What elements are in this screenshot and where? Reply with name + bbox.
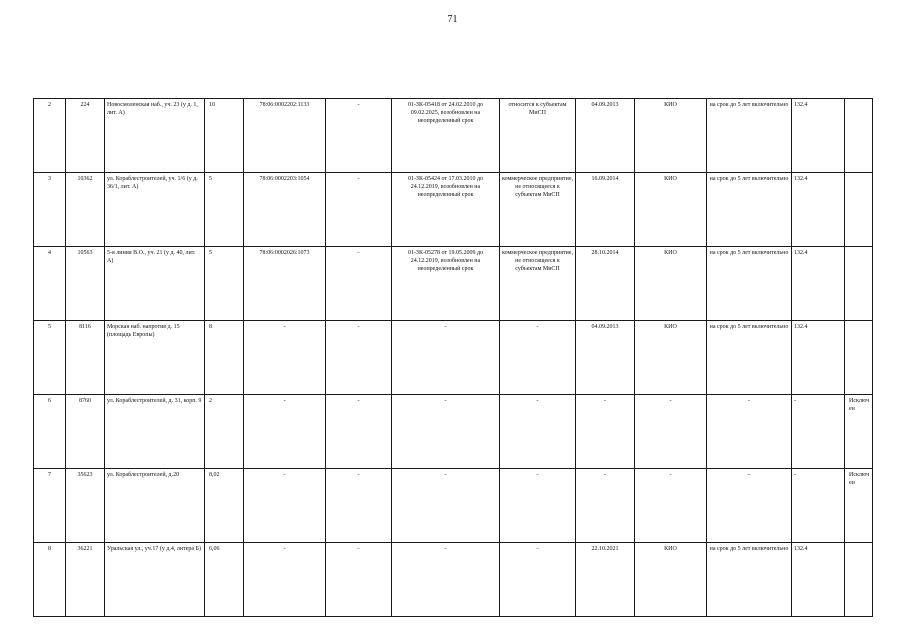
cell-date: 22.10.2021	[576, 543, 635, 617]
cell-term: –	[707, 469, 792, 543]
cell-code: 132.4	[792, 543, 845, 617]
cell-term: на срок до 5 лет включительно	[707, 247, 792, 321]
cell-c5: -	[326, 395, 392, 469]
table-body	[34, 99, 873, 617]
cell-org: КИО	[635, 321, 707, 395]
cell-status	[845, 247, 873, 321]
cell-category: коммерческое предприятие, не относящееся к субъектам МиСП	[500, 173, 576, 247]
cell-org: КИО	[635, 247, 707, 321]
cell-date: 28.10.2014	[576, 247, 635, 321]
cell-lease: -	[392, 543, 500, 617]
cell-area: 8	[205, 321, 244, 395]
cell-term: на срок до 5 лет включительно	[707, 321, 792, 395]
table-row	[34, 99, 873, 173]
table-row	[34, 321, 873, 395]
cell-org: КИО	[635, 543, 707, 617]
cell-lease: -	[392, 321, 500, 395]
cell-code: 132.4	[792, 99, 845, 173]
cell-org: КИО	[635, 99, 707, 173]
cell-address: Новосмоленская наб., уч. 23 (у д. 1, лит. А)	[105, 99, 205, 173]
cell-date: -	[576, 395, 635, 469]
register-table	[33, 98, 873, 617]
cell-code: 132.4	[792, 321, 845, 395]
cell-lease: 01-ЗК-05424 от 17.03.2010 до 24.12.2019, возобновлен на неопределенный срок	[392, 173, 500, 247]
cell-cadastral: -	[244, 469, 326, 543]
cell-address: Морская наб. напротив д. 15 (площадь Европы)	[105, 321, 205, 395]
cell-num: 8	[34, 543, 66, 617]
cell-org: КИО	[635, 173, 707, 247]
cell-id: 10362	[66, 173, 105, 247]
cell-category: -	[500, 543, 576, 617]
cell-date: 16.09.2014	[576, 173, 635, 247]
cell-address: ул. Кораблестроителей, д. 31, корп. 9	[105, 395, 205, 469]
cell-status	[845, 99, 873, 173]
cell-category: -	[500, 469, 576, 543]
cell-area: 10	[205, 99, 244, 173]
cell-cadastral: -	[244, 395, 326, 469]
cell-c5: -	[326, 247, 392, 321]
cell-num: 7	[34, 469, 66, 543]
cell-cadastral: 78:06:0002026:1073	[244, 247, 326, 321]
cell-category: коммерческое предприятие, не относящееся к субъектам МиСП	[500, 247, 576, 321]
cell-c5: -	[326, 173, 392, 247]
cell-date: -	[576, 469, 635, 543]
cell-date: 04.09.2013	[576, 321, 635, 395]
cell-term: на срок до 5 лет включительно	[707, 543, 792, 617]
cell-lease: 01-ЗК-05418 от 24.02.2010 до 09.02.2025, возобновлен на неопределенный срок	[392, 99, 500, 173]
table-row	[34, 543, 873, 617]
cell-area: 5	[205, 173, 244, 247]
cell-area: 8,02	[205, 469, 244, 543]
cell-area: 5	[205, 247, 244, 321]
cell-cadastral: -	[244, 543, 326, 617]
cell-address: 5-я линия В.О., уч. 21 (у д. 40, лит. А)	[105, 247, 205, 321]
cell-num: 4	[34, 247, 66, 321]
cell-num: 2	[34, 99, 66, 173]
cell-area: 2	[205, 395, 244, 469]
cell-code: 132.4	[792, 173, 845, 247]
cell-num: 6	[34, 395, 66, 469]
cell-code: -	[792, 469, 845, 543]
cell-id: 224	[66, 99, 105, 173]
cell-c5: -	[326, 469, 392, 543]
cell-category: -	[500, 321, 576, 395]
cell-category: относится к субъектам МиСП	[500, 99, 576, 173]
cell-cadastral: 78:06:0002203:1054	[244, 173, 326, 247]
cell-org: -	[635, 395, 707, 469]
cell-status	[845, 321, 873, 395]
cell-lease: -	[392, 469, 500, 543]
cell-num: 5	[34, 321, 66, 395]
table-row	[34, 173, 873, 247]
cell-org: -	[635, 469, 707, 543]
cell-c5: -	[326, 321, 392, 395]
cell-term: на срок до 5 лет включительно	[707, 99, 792, 173]
page-number: 71	[447, 14, 458, 25]
cell-address: ул. Кораблестроителей, уч. 1/6 (у д. 36/1, лит. А)	[105, 173, 205, 247]
table-row	[34, 247, 873, 321]
cell-num: 3	[34, 173, 66, 247]
cell-date: 04.09.2013	[576, 99, 635, 173]
cell-lease: -	[392, 395, 500, 469]
cell-status	[845, 173, 873, 247]
cell-cadastral: 78:06:0002202:1133	[244, 99, 326, 173]
cell-area: 6,06	[205, 543, 244, 617]
cell-id: 36221	[66, 543, 105, 617]
cell-status	[845, 543, 873, 617]
cell-category: -	[500, 395, 576, 469]
cell-id: 8116	[66, 321, 105, 395]
cell-cadastral: -	[244, 321, 326, 395]
cell-lease: 01-ЗК-05278 от 19.05.2009 до 24.12.2019, возобновлен на неопределенный срок	[392, 247, 500, 321]
cell-term: -	[707, 395, 792, 469]
cell-status: Исключен	[845, 395, 873, 469]
cell-address: ул. Кораблестроителей, д.20	[105, 469, 205, 543]
cell-status: Исключен	[845, 469, 873, 543]
table-row	[34, 469, 873, 543]
cell-id: 35623	[66, 469, 105, 543]
cell-code: -	[792, 395, 845, 469]
cell-id: 8760	[66, 395, 105, 469]
cell-term: на срок до 5 лет включительно	[707, 173, 792, 247]
cell-id: 10563	[66, 247, 105, 321]
table-row	[34, 395, 873, 469]
cell-code: 132.4	[792, 247, 845, 321]
cell-c5: -	[326, 99, 392, 173]
cell-c5: -	[326, 543, 392, 617]
cell-address: Уральская ул., уч.17 (у д.4, литера Б)	[105, 543, 205, 617]
